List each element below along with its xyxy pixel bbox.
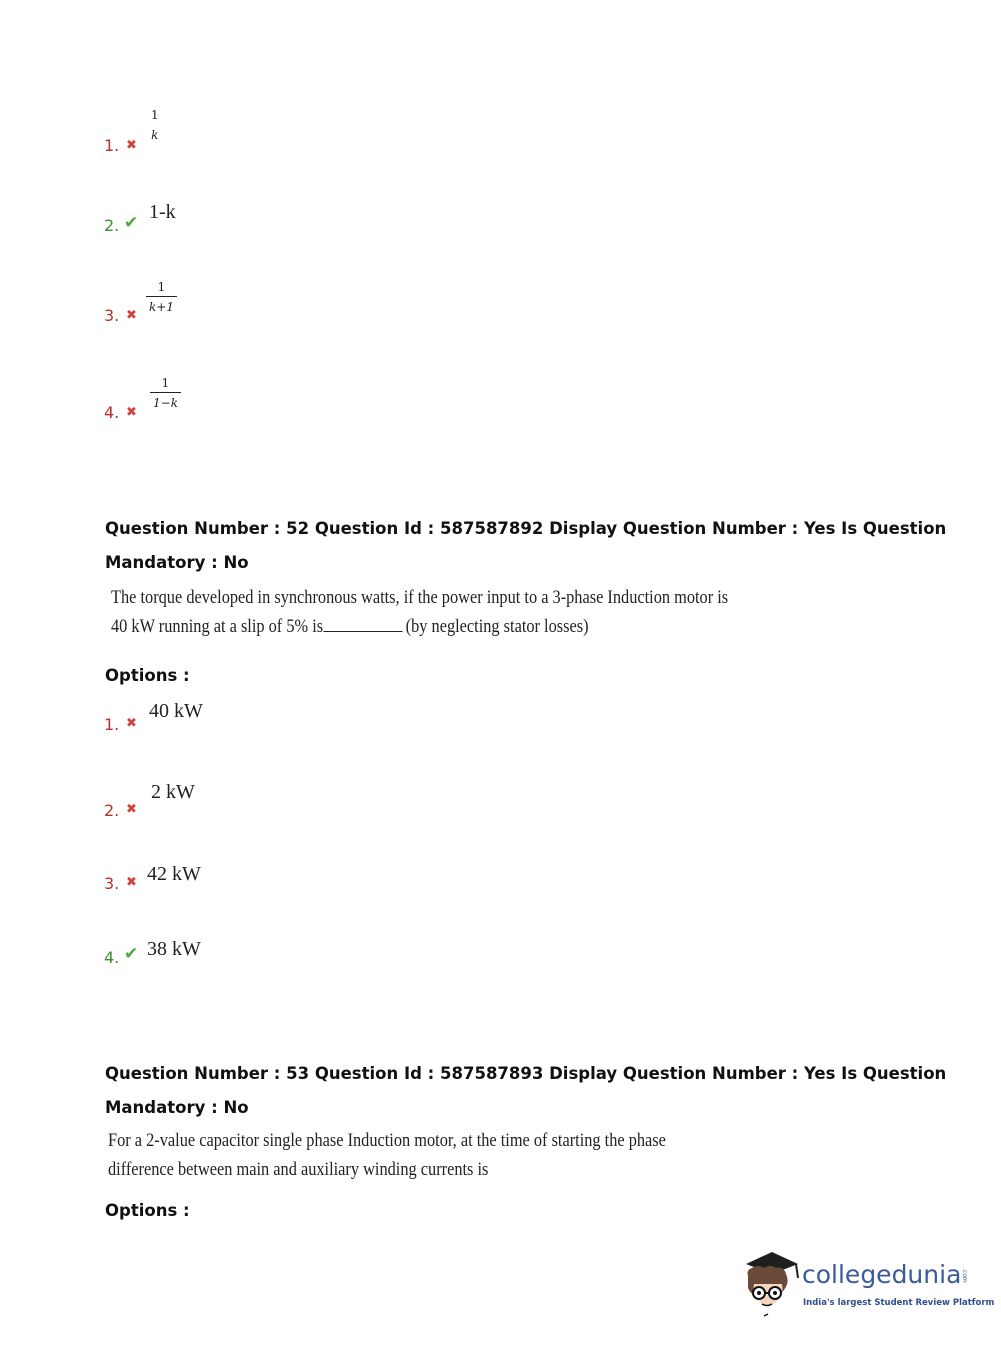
fraction-denominator: k [151,128,159,142]
option-fraction [150,376,181,410]
correct-check-icon: ✔ [124,213,139,233]
option-number: 4. [104,403,120,422]
fraction-numerator: 1 [157,280,166,294]
question-header: Question Number : 53 Question Id : 587587893 Display Question Number : Yes Is Question [105,1064,947,1083]
option-number: 3. [104,306,120,325]
wrong-cross-icon: ✖ [126,138,137,153]
option-text: 42 kW [147,863,201,885]
answer-blank [323,631,402,632]
question-stem-line-1: For a 2-value capacitor single phase Induction motor, at the time of starting the phase [108,1130,666,1151]
option-number: 1. [104,136,120,155]
option-number: 1. [104,715,120,734]
logo-domain-suffix: .com [961,1268,968,1283]
question-mandatory: Mandatory : No [105,1098,249,1117]
wrong-cross-icon: ✖ [126,802,137,817]
question-stem-line-2: difference between main and auxiliary winding currents is [108,1159,489,1180]
option-text: 1-k [149,201,176,223]
wrong-cross-icon: ✖ [126,716,137,731]
option-number: 3. [104,874,120,893]
option-fraction [146,280,177,314]
logo-wordmark: collegedunia [802,1260,962,1289]
option-number: 2. [104,216,120,235]
option-number: 4. [104,948,120,967]
stem-text: (by neglecting stator losses) [405,616,589,637]
options-label: Options : [105,1201,190,1220]
logo-tagline: India's largest Student Review Platform [803,1298,995,1308]
option-number: 2. [104,801,120,820]
option-fraction [148,108,162,142]
stem-text: 40 kW running at a slip of 5% is [111,616,324,637]
fraction-denominator: 1−k [153,396,178,410]
fraction-numerator: 1 [161,376,170,390]
wrong-cross-icon: ✖ [126,308,137,323]
question-stem-line-1: The torque developed in synchronous watts, if the power input to a 3-phase Induction motor is [111,587,729,608]
option-text: 2 kW [151,781,195,803]
question-mandatory: Mandatory : No [105,553,249,572]
option-text: 38 kW [147,938,201,960]
collegedunia-logo [738,1246,995,1321]
fraction-bar [150,392,181,393]
question-header: Question Number : 52 Question Id : 587587892 Display Question Number : Yes Is Question [105,519,947,538]
wrong-cross-icon: ✖ [126,405,137,420]
option-text: 40 kW [149,700,203,722]
question-stem-line-2 [111,616,589,638]
fraction-numerator: 1 [151,108,159,122]
correct-check-icon: ✔ [124,944,139,964]
options-label: Options : [105,666,190,685]
fraction-bar [146,296,177,297]
wrong-cross-icon: ✖ [126,875,137,890]
mascot-icon [738,1246,802,1318]
fraction-denominator: k+1 [149,300,174,314]
